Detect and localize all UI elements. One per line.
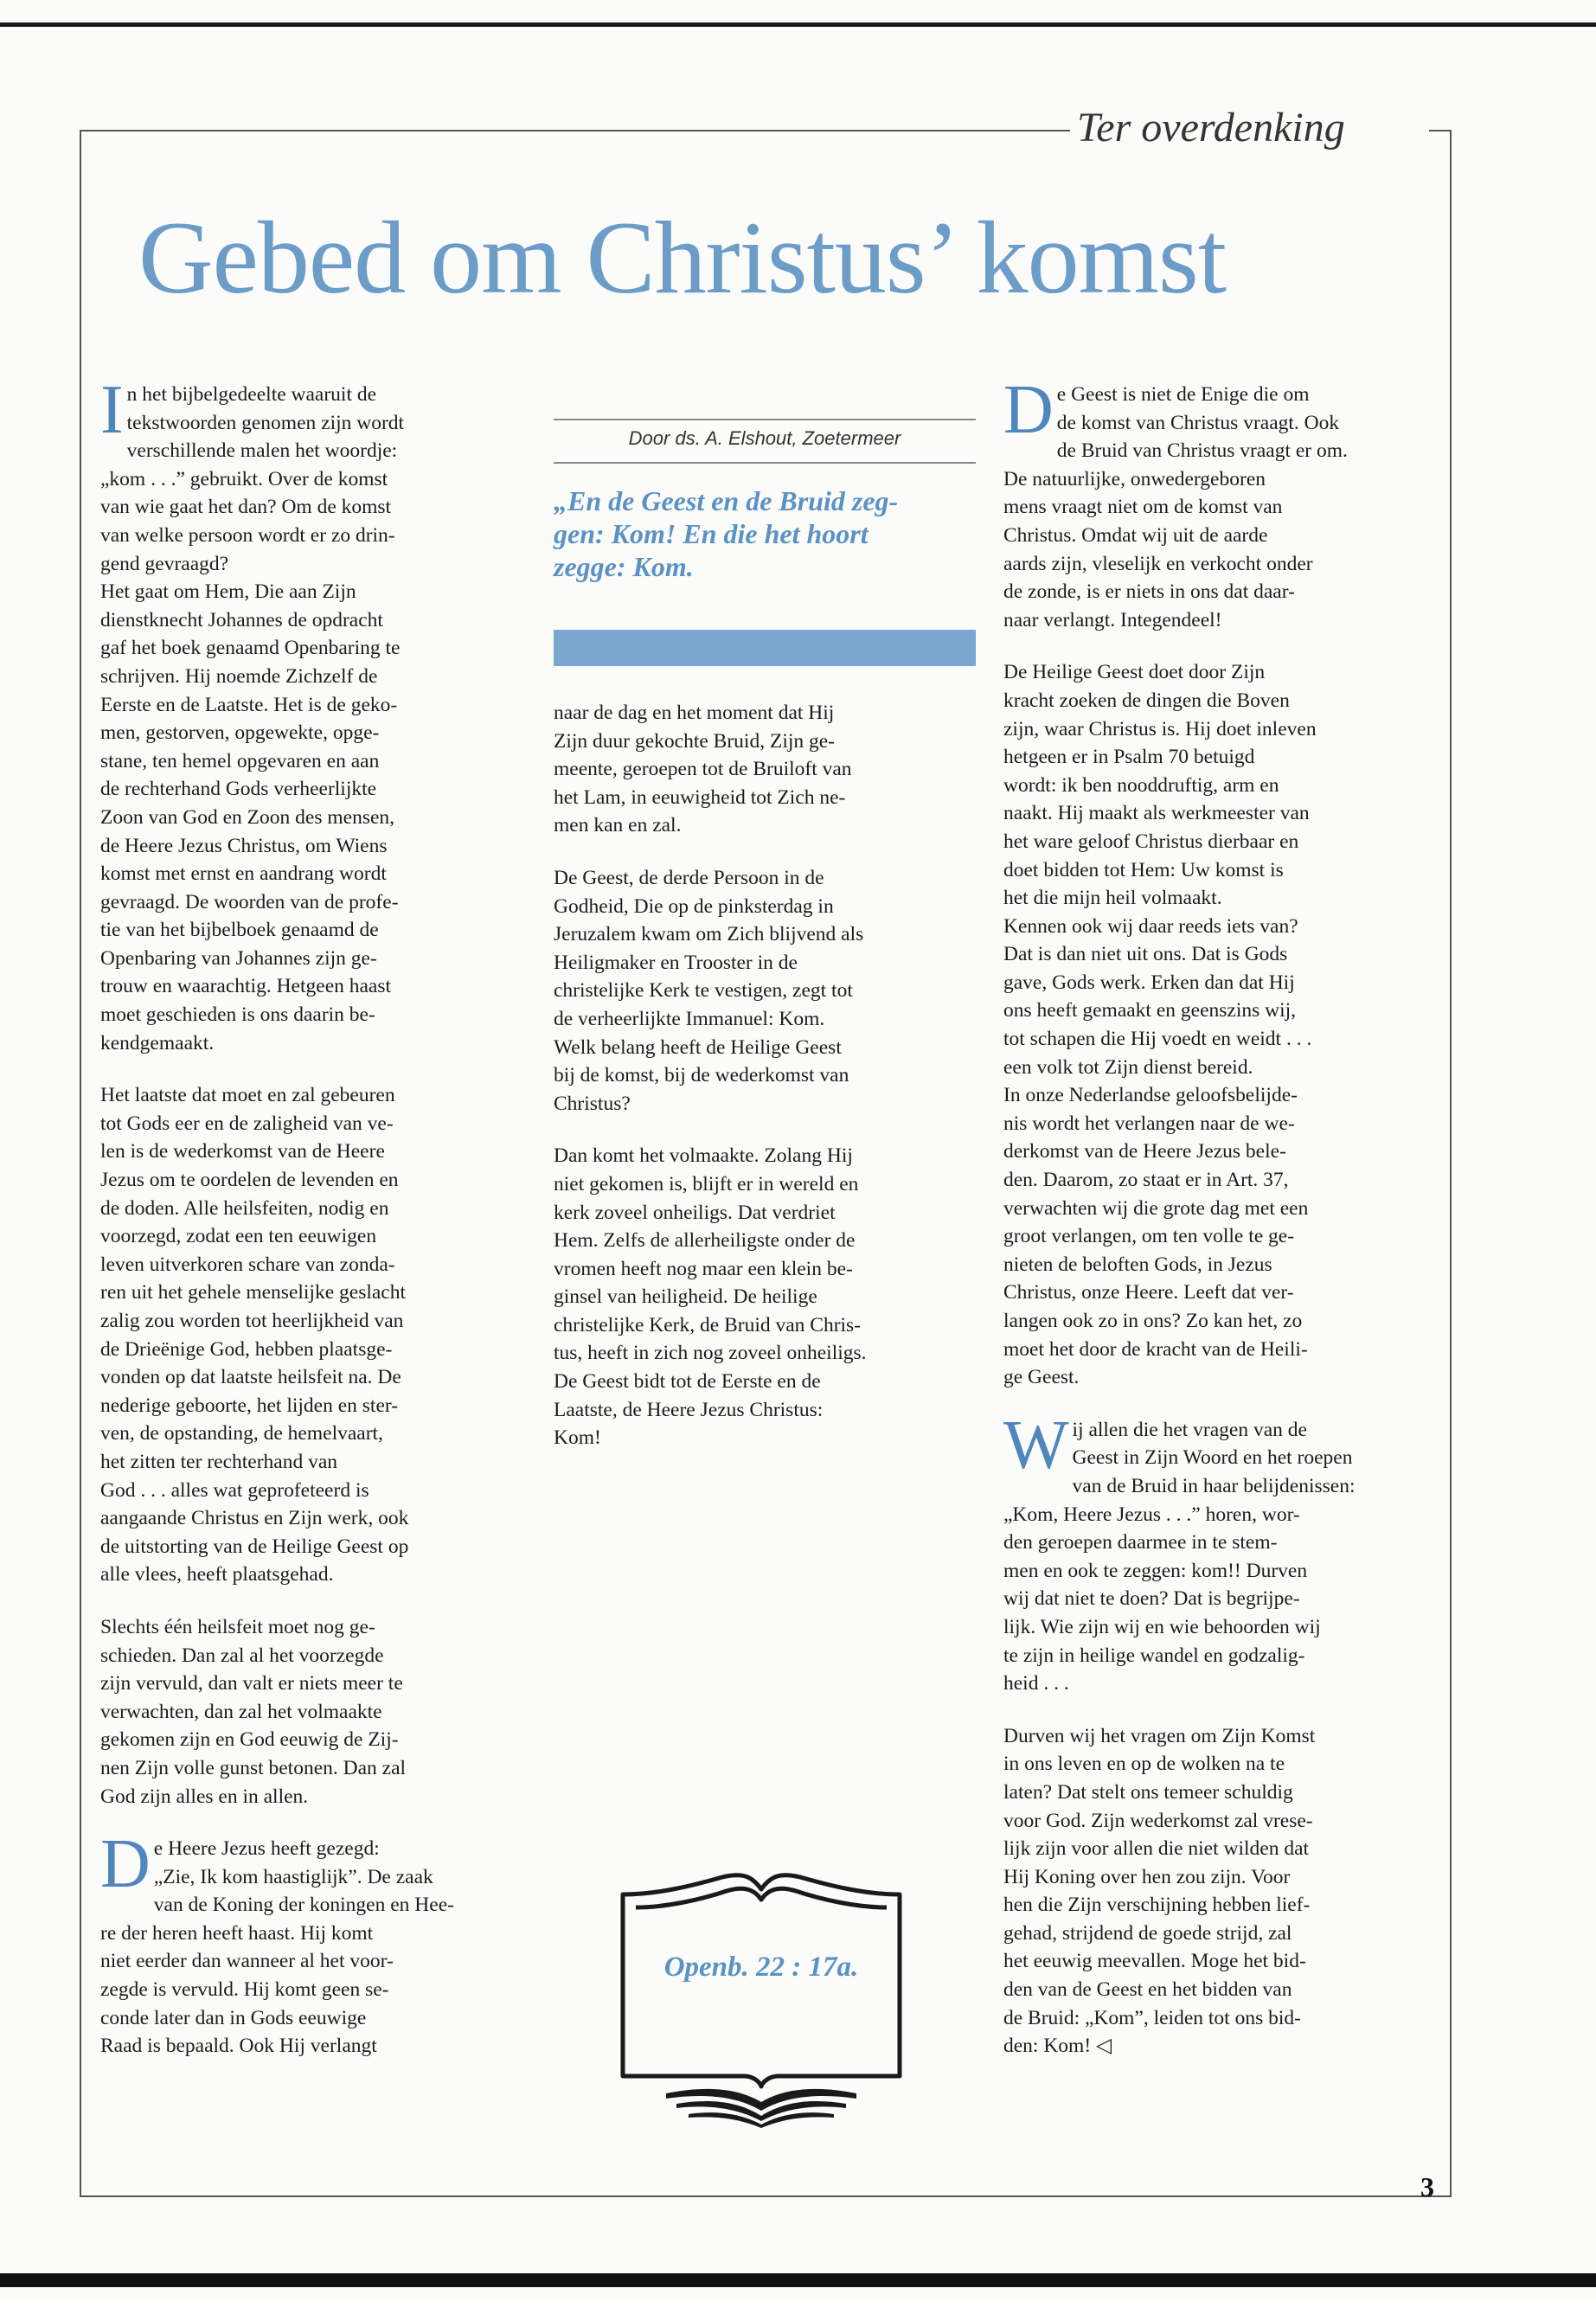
decorative-blue-bar: [554, 630, 976, 666]
frame-bottom-border: [80, 2195, 1452, 2197]
col1-paragraph-4: [100, 1826, 514, 2061]
top-rule: [0, 22, 1596, 27]
col3-paragraph-1: [1003, 372, 1417, 634]
col2-paragraph-3: Dan komt het volmaakte. Zolang Hij niet gekomen is, blijft er in wereld en kerk zoveel onheiligs. Dat verdriet Hem. Zelfs de allerheiligste onder de vromen heeft nog maar een klein be- ginsel van heiligheid. De heilige christelijke Kerk, de Bruid van Chris- tus, heeft in zich nog zoveel onheiligs. De Geest bidt tot de Eerste en de Laatste, de Heere Jezus Christus: Kom!: [554, 1144, 867, 1450]
col3-paragraph-4: Durven wij het vragen om Zijn Komst in ons leven en op de wolken na te laten? Dat stelt ons temeer schuldig voor God. Zijn wederkomst zal vrese- lijk zijn voor allen die niet wilden dat Hij Koning over hen zou zijn. Voor hen die Zijn verschijning hebben lief- gehad, strijdend de goede strijd, zal het eeuwig meevallen. Moge het bid- den van de Geest en het bidden van de Bruid: „Kom”, leiden tot ons bid- den: Kom! ◁: [1003, 1724, 1316, 2058]
dropcap: D: [100, 1826, 151, 1903]
col1-paragraph-2: Het laatste dat moet en zal gebeuren tot Gods eer en de zaligheid van ve- len is de wederkomst van de Heere Jezus om te oordelen de levenden en de doden. Alle heilsfeiten, nodig en voorzegd, zodat een ten eeuwigen leven uitverkoren schare van zonda- ren uit het gehele menselijke geslacht zalig zou worden tot heerlijkheid van de Drieënige God, hebben plaatsge- vonden op dat laatste heilsfeit na. De nederige geboorte, het lijden en ster- ven, de opstanding, de hemelvaart, het zitten ter rechterhand van God . . . alles wat geprofeteerd is aangaande Christus en Zijn werk, ook de uitstorting van de Heilige Geest op alle vlees, heeft plaatsgehad.: [100, 1084, 409, 1586]
frame-left-border: [80, 130, 81, 2197]
byline-rule: [554, 419, 976, 420]
column-3: [1003, 372, 1417, 2085]
col3-paragraph-2: De Heilige Geest doet door Zijn kracht zoeken de dingen die Boven zijn, waar Christus is. Hij doet inleven hetgeen er in Psalm 70 betuigd wordt: ik ben nooddruftig, arm en naakt. Hij maakt als werkmeester van het ware geloof Christus dierbaar en doet bidden tot Hem: Uw komst is het die mijn heil volmaakt. Kennen ook wij daar reeds iets van? Dat is dan niet uit ons. Dat is Gods gave, Gods werk. Erken dan dat Hij ons heeft gemaakt en geenszins wij, tot schapen die Hij voedt en weidt . . . een volk tot Zijn dienst bereid. In onze Nederlandse geloofsbelijde- nis wordt het verlangen naar de we- derkomst van de Heere Jezus bele- den. Daarom, zo staat er in Art. 37, verwachten wij die grote dag met een groot verlangen, om ten volle te ge- nieten de beloften Gods, in Jezus Christus, onze Heere. Leeft dat ver- langen ook zo in ons? Zo kan het, zo moet het door de kracht van de Heili- ge Geest.: [1003, 661, 1317, 1389]
col2-paragraph-1: naar de dag en het moment dat Hij Zijn duur gekochte Bruid, Zijn ge- meente, geroepen tot de Bruiloft van het Lam, in eeuwigheid tot Zich ne- men kan en zal.: [554, 702, 852, 837]
bottom-rule: [0, 2273, 1596, 2287]
section-label: Ter overdenking: [1077, 105, 1345, 151]
byline: Door ds. A. Elshout, Zoetermeer: [628, 427, 901, 449]
col3-paragraph-1-text: e Geest is niet de Enige die om de komst van Christus vraagt. Ook de Bruid van Christus vraagt er om. De natuurlijke, onwedergeboren mens vraagt niet om de komst van Christus. Omdat wij uit de aarde aards zijn, vleselijk en verkocht onder de zonde, is er niets in ons dat daar- naar verlangt. Integendeel!: [1003, 383, 1348, 631]
scripture-reference: Openb. 22 : 17a.: [663, 1952, 859, 1983]
pull-quote: „En de Geest en de Bruid zeg- gen: Kom! En die het hoort zegge: Kom.: [554, 485, 899, 582]
col3-paragraph-3-text: ij allen die het vragen van de Geest in Zijn Woord en het roepen van de Bruid in haar belijdenissen: „Kom, Heere Jezus . . .” horen, wor- den geroepen daarmee in te stem- men en ook te zeggen: kom!! Durven wij dat niet te doen? Dat is begrijpe- lijk. Wie zijn wij en wie behoorden wij te zijn in heilige wandel en godzalig- heid . . .: [1003, 1418, 1356, 1695]
open-bible-icon: [606, 1860, 917, 2128]
page-number: 3: [1420, 2171, 1434, 2202]
frame-top-border: [80, 130, 1070, 131]
col2-paragraph-2: De Geest, de derde Persoon in de Godheid, Die op de pinksterdag in Jeruzalem kwam om Zich blijvend als Heiligmaker en Trooster in de christelijke Kerk te vestigen, zegt tot de verheerlijkte Immanuel: Kom. Welk belang heeft de Heilige Geest bij de komst, bij de wederkomst van Christus?: [554, 866, 864, 1115]
byline-rule: [554, 462, 976, 464]
dropcap: W: [1003, 1407, 1069, 1484]
col3-paragraph-3: [1003, 1407, 1417, 1698]
col1-paragraph-1: [100, 372, 514, 1057]
frame-right-border: [1450, 130, 1452, 2197]
col1-paragraph-1-text: n het bijbelgedeelte waaruit de tekstwoorden genomen zijn wordt verschillende malen het woordje: „kom . . .” gebruikt. Over de komst van wie gaat het dan? Om de komst van welke persoon wordt er zo drin- gend gevraagd? Het gaat om Hem, Die aan Zijn dienstknecht Johannes de opdracht gaf het boek genaamd Openbaring te schrijven. Hij noemde Zichzelf de Eerste en de Laatste. Het is de geko- men, gestorven, opgewekte, opge- stane, ten hemel opgevaren en aan de rechterhand Gods verheerlijkte Zoon van God en Zoon des mensen, de Heere Jezus Christus, om Wiens komst met ernst en aandrang wordt gevraagd. De woorden van de profe- tie van het bijbelboek genaamd de Openbaring van Johannes zijn ge- trouw en waarachtig. Hetgeen haast moet geschieden is ons daarin be- kendgemaakt.: [100, 383, 405, 1054]
col1-paragraph-3: Slechts één heilsfeit moet nog ge- schieden. Dan zal al het voorzegde zijn vervuld, dan valt er niets meer te verwachten, dan zal het volmaakte gekomen zijn en God eeuwig de Zij- nen Zijn volle gunst betonen. Dan zal God zijn alles en in allen.: [100, 1615, 407, 1808]
article-headline: Gebed om Christus’ komst: [138, 200, 1227, 315]
dropcap: I: [100, 372, 124, 448]
column-2: [554, 699, 958, 1477]
column-1: [100, 372, 514, 2085]
col1-paragraph-4-text: e Heere Jezus heeft gezegd: „Zie, Ik kom haastiglijk”. De zaak van de Koning der koningen en Hee- re der heren heeft haast. Hij komt niet eerder dan wanneer al het voor- zegde is vervuld. Hij komt geen se- conde later dan in Gods eeuwige Raad is bepaald. Ook Hij verlangt: [100, 1837, 454, 2058]
dropcap: D: [1003, 372, 1054, 448]
